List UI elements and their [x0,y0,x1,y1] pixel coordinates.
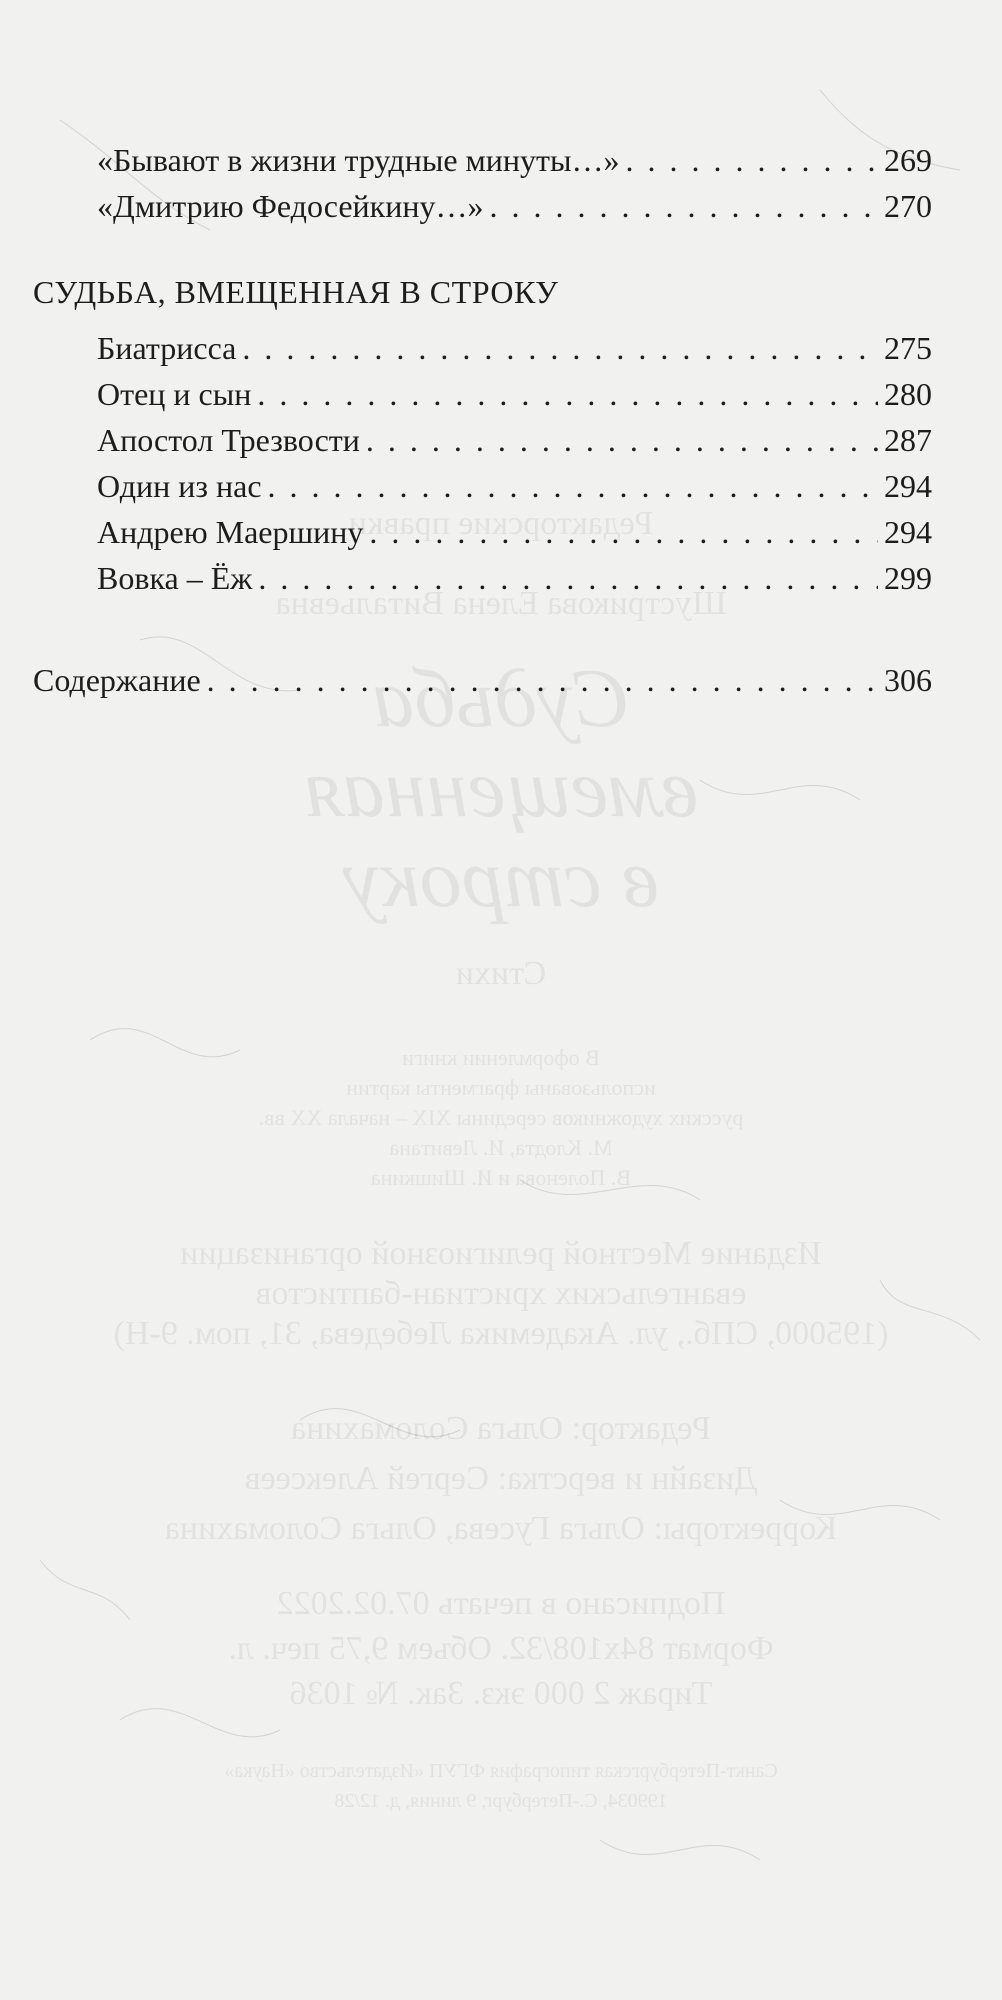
dot-leader [369,512,878,552]
toc-entry-page: 269 [884,142,932,178]
toc-entry-title: Апостол Трезвости [97,422,360,458]
toc-entry-title: Андрею Маершину [97,514,364,550]
toc-entry-page: 287 [884,422,932,458]
dot-leader [626,140,879,180]
toc-entry-title: Биатрисса [97,330,237,366]
toc-entry-page: 294 [884,514,932,550]
toc-entry-title: Содержание [33,662,201,698]
toc-entry[interactable] [97,374,932,414]
dot-leader [207,660,878,700]
toc-entry-page: 299 [884,560,932,596]
dot-leader [257,374,878,414]
toc-entry[interactable] [97,186,932,226]
toc-entry-title: Один из нас [97,468,262,504]
toc-entry-contents[interactable] [33,660,932,700]
dot-leader [268,466,878,506]
toc-entry-title: «Дмитрию Федосейкину…» [97,188,484,224]
dot-leader [258,558,878,598]
dot-leader [242,328,878,368]
section-heading: СУДЬБА, ВМЕЩЕННАЯ В СТРОКУ [33,274,559,310]
toc-entry-title: «Бывают в жизни трудные минуты…» [97,142,620,178]
toc-entry-page: 294 [884,468,932,504]
toc-entry[interactable] [97,466,932,506]
show-through-text: Редакторские правки Шустрикова Елена Витальевна Судьба вмещенная в строку Стихи В оформлении книги использованы фрагменты картин русских художников середины XIX – начала XX вв. М. Клодта, И. Левитана В. Поленова и И. Шишкина Издание Местной религиозной организации евангельских христиан-баптистов (195000, СПб., ул. Академика Лебедева, 31, пом. 9-Н) Редактор: Ольга Соломахина Дизайн и верстка: Сергей Алексеев Корректоры: Ольга Гусева, Ольга Соломахина Подписано в печать 07.02.2022 Формат 84x108/32. Объем 9,75 печ. л. Тираж 2 000 экз. Зак. № 1036 Санкт-Петербургская типография ФГУП «Издательство «Наука» 199034, С.-Петербург, 9 линия, д. 12/28 [113,505,889,1812]
toc-entry[interactable] [97,140,932,180]
toc-entry-title: Вовка – Ёж [97,560,253,596]
toc-entry-page: 270 [884,188,932,224]
toc-entry[interactable] [97,328,932,368]
toc-entry-page: 306 [884,662,932,698]
toc-entry[interactable] [97,512,932,552]
dot-leader [366,420,878,460]
toc-entry[interactable] [97,558,932,598]
dot-leader [489,186,878,226]
toc-entry-page: 280 [884,376,932,412]
toc-entry-title: Отец и сын [97,376,252,412]
toc-entry-page: 275 [884,330,932,366]
toc-entry[interactable] [97,420,932,460]
